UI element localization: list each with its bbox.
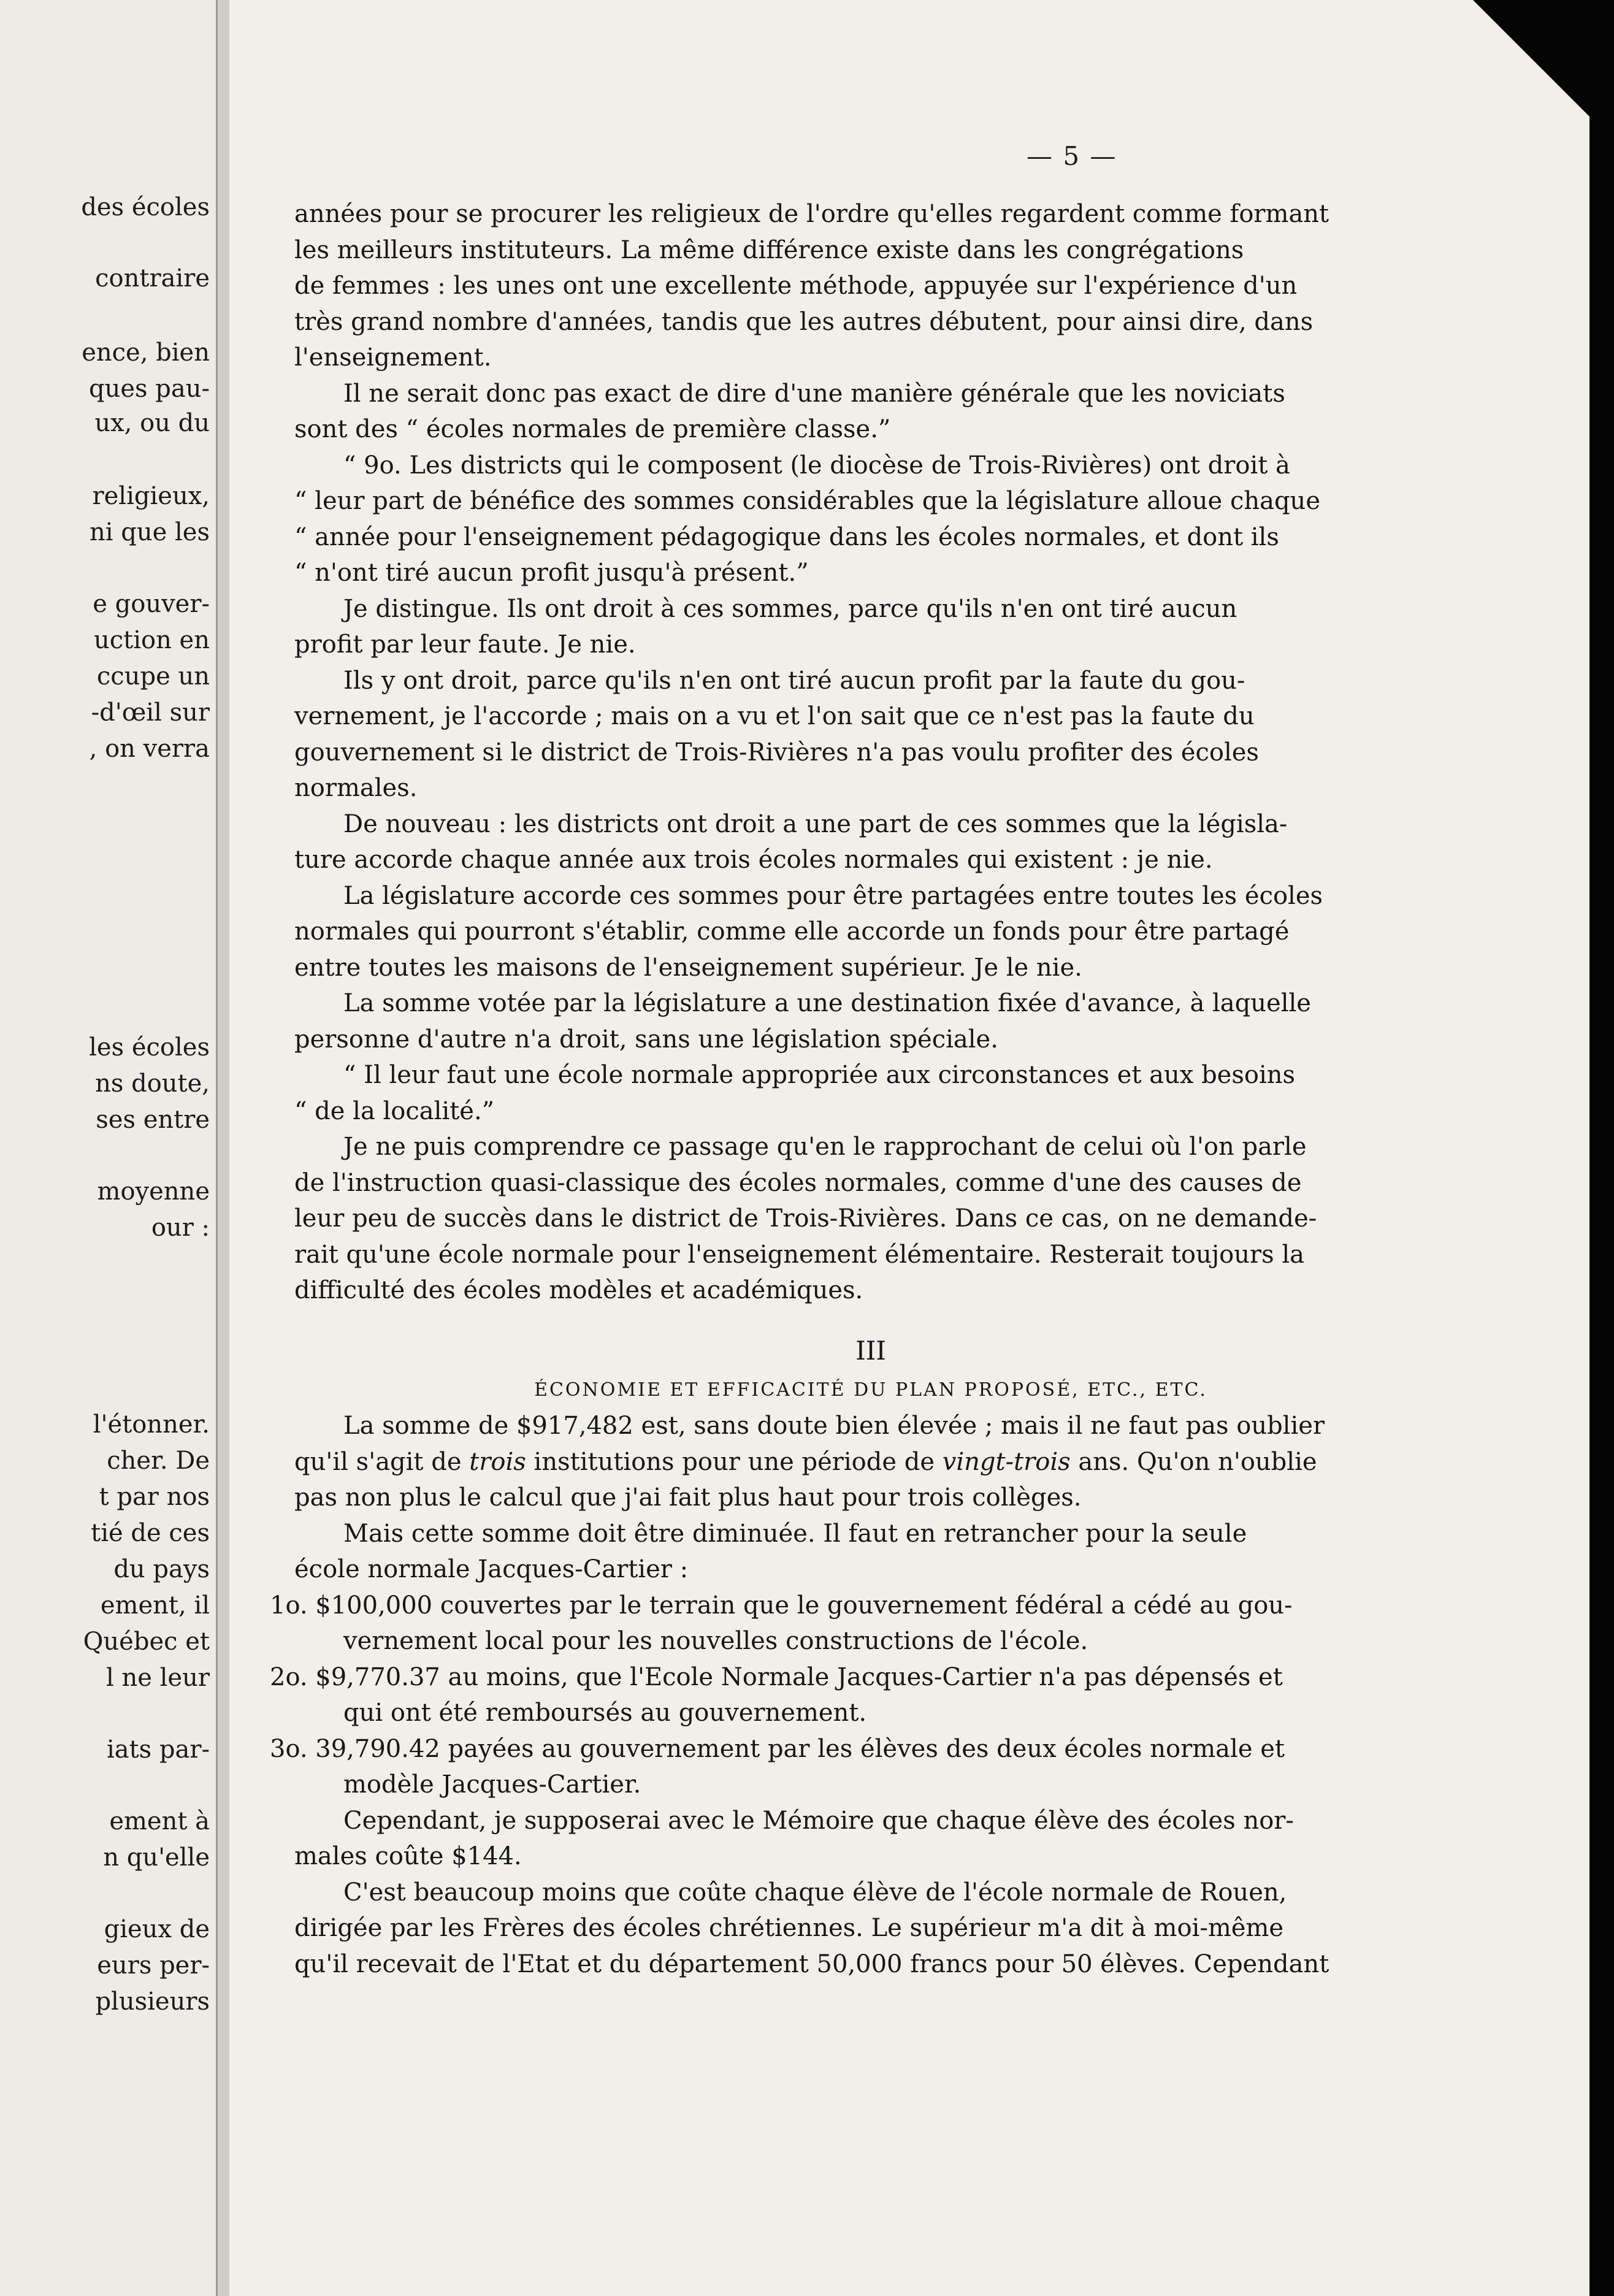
text-line: de l'instruction quasi-classique des écoles normales, comme d'une des causes de — [294, 1168, 1302, 1197]
text-line: rait qu'une école normale pour l'enseignement élémentaire. Resterait toujours la — [294, 1240, 1304, 1269]
list-item-text: $100,000 couvertes par le terrain que le gouvernement fédéral a cédé au gou- — [315, 1591, 1293, 1620]
left-fragment-line: moyenne — [97, 1177, 210, 1206]
left-fragment-line: cher. De — [107, 1447, 210, 1475]
list-item-text: 39,790.42 payées au gouvernement par les élèves des deux écoles normale et — [315, 1734, 1285, 1763]
list-item-line — [270, 1731, 1447, 1767]
left-fragment-line: ses entre — [96, 1106, 210, 1134]
left-fragment-line: ques pau- — [88, 375, 210, 403]
text-line — [294, 1444, 1447, 1480]
left-fragment-line: uction en — [93, 626, 210, 654]
section-title: ÉCONOMIE ET EFFICACITÉ DU PLAN PROPOSÉ, ETC., ETC. — [534, 1379, 1207, 1401]
text-line: leur peu de succès dans le district de Trois-Rivières. Dans ce cas, on ne demande- — [294, 1204, 1317, 1233]
text-line: qu'il recevait de l'Etat et du département 50,000 francs pour 50 élèves. Cependant — [294, 1950, 1329, 1978]
left-fragment-line: du pays — [113, 1555, 210, 1583]
left-fragment-line: eurs per- — [97, 1951, 210, 1980]
page-number: — 5 — — [1027, 141, 1117, 171]
text-line: années pour se procurer les religieux de l'ordre qu'elles regardent comme formant — [294, 200, 1329, 228]
text-line: males coûte $144. — [294, 1842, 522, 1870]
text-line: très grand nombre d'années, tandis que les autres débutent, pour ainsi dire, dans — [294, 307, 1314, 336]
left-fragment-line: Québec et — [83, 1628, 210, 1656]
text-line: de femmes : les unes ont une excellente méthode, appuyée sur l'expérience d'un — [294, 272, 1298, 300]
text-line: La somme de $917,482 est, sans doute bien élevée ; mais il ne faut pas oublier — [343, 1412, 1325, 1440]
text-run: qu'il s'agit de — [294, 1447, 470, 1476]
text-line: pas non plus le calcul que j'ai fait plus haut pour trois collèges. — [294, 1483, 1082, 1512]
text-line: La somme votée par la législature a une destination fixée d'avance, à laquelle — [343, 989, 1311, 1017]
left-fragment-line: gieux de — [104, 1915, 210, 1943]
left-fragment-line: les écoles — [89, 1033, 210, 1062]
list-item-line — [270, 1588, 1447, 1624]
left-fragment-line: iats par- — [106, 1735, 210, 1764]
text-line: vernement, je l'accorde ; mais on a vu et l'on sait que ce n'est pas la faute du — [294, 702, 1255, 730]
text-line: personne d'autre n'a droit, sans une législation spéciale. — [294, 1025, 998, 1054]
text-line: Je ne puis comprendre ce passage qu'en le rapprochant de celui où l'on parle — [343, 1133, 1307, 1161]
list-item-continuation: qui ont été remboursés au gouvernement. — [343, 1699, 867, 1727]
text-line: l'enseignement. — [294, 343, 492, 372]
text-line: normales qui pourront s'établir, comme elle accorde un fonds pour être partagé — [294, 917, 1290, 946]
left-page-fragment — [0, 0, 227, 2296]
list-item-continuation: vernement local pour les nouvelles constructions de l'école. — [343, 1627, 1088, 1655]
left-fragment-line: contraire — [95, 264, 210, 293]
text-run: ans. Qu'on n'oublie — [1070, 1447, 1317, 1476]
left-fragment-line: des écoles — [81, 193, 210, 221]
page-text — [270, 196, 1447, 1982]
page-edge — [1589, 0, 1614, 2296]
text-line: dirigée par les Frères des écoles chrétiennes. Le supérieur m'a dit à moi-même — [294, 1914, 1284, 1942]
left-fragment-line: our : — [151, 1214, 210, 1242]
left-fragment-line: ccupe un — [96, 662, 210, 691]
text-line: Ils y ont droit, parce qu'ils n'en ont tiré aucun profit par la faute du gou- — [343, 666, 1245, 695]
text-line: “ Il leur faut une école normale appropriée aux circonstances et aux besoins — [343, 1061, 1296, 1089]
text-line: Cependant, je supposerai avec le Mémoire que chaque élève des écoles nor- — [343, 1806, 1294, 1835]
left-fragment-line: ni que les — [89, 518, 210, 546]
left-fragment-line: ux, ou du — [94, 409, 210, 437]
list-item-continuation: modèle Jacques-Cartier. — [343, 1770, 641, 1799]
text-line: école normale Jacques-Cartier : — [294, 1555, 689, 1583]
left-fragment-line: t par nos — [99, 1483, 210, 1511]
text-line: normales. — [294, 774, 418, 802]
text-line: sont des “ écoles normales de première classe.” — [294, 415, 891, 443]
text-line: De nouveau : les districts ont droit a une part de ces sommes que la législa- — [343, 809, 1288, 838]
left-fragment-line: ement à — [109, 1807, 210, 1835]
left-fragment-line: ence, bien — [82, 339, 210, 367]
page-corner-fold — [1473, 0, 1589, 117]
left-fragment-line: tié de ces — [91, 1519, 210, 1547]
list-item-line — [270, 1659, 1447, 1696]
text-line: “ n'ont tiré aucun profit jusqu'à présent.” — [294, 559, 809, 587]
text-line: Il ne serait donc pas exact de dire d'une manière générale que les noviciats — [343, 379, 1285, 408]
text-line: “ leur part de bénéfice des sommes considérables que la législature alloue chaque — [294, 487, 1320, 515]
text-line: Mais cette somme doit être diminuée. Il faut en retrancher pour la seule — [343, 1519, 1247, 1548]
list-item-text: $9,770.37 au moins, que l'Ecole Normale Jacques-Cartier n'a pas dépensés et — [315, 1663, 1283, 1691]
list-item-number: 2o. — [270, 1663, 308, 1691]
left-fragment-line: n qu'elle — [103, 1843, 210, 1872]
text-line: entre toutes les maisons de l'enseignement supérieur. Je le nie. — [294, 953, 1082, 982]
text-line: gouvernement si le district de Trois-Rivières n'a pas voulu profiter des écoles — [294, 738, 1259, 767]
left-fragment-line: e gouver- — [93, 590, 210, 618]
text-line: La législature accorde ces sommes pour être partagées entre toutes les écoles — [343, 881, 1323, 910]
left-fragment-line: plusieurs — [95, 1988, 210, 2016]
left-fragment-line: l ne leur — [105, 1664, 210, 1692]
text-line: C'est beaucoup moins que coûte chaque élève de l'école normale de Rouen, — [343, 1878, 1287, 1907]
left-fragment-line: ns doute, — [95, 1070, 210, 1098]
text-line: Je distingue. Ils ont droit à ces sommes, parce qu'ils n'en ont tiré aucun — [343, 594, 1237, 623]
main-page — [229, 0, 1614, 2296]
italic-word: vingt-trois — [942, 1447, 1071, 1476]
left-fragment-line: religieux, — [92, 482, 210, 510]
italic-word: trois — [469, 1447, 526, 1476]
text-run: institutions pour une période de — [526, 1447, 943, 1476]
left-fragment-line: -d'œil sur — [91, 698, 210, 727]
left-fragment-line: ement, il — [100, 1591, 210, 1620]
section-numeral: III — [855, 1335, 886, 1366]
text-line: “ de la localité.” — [294, 1096, 495, 1125]
text-line: les meilleurs instituteurs. La même différence existe dans les congrégations — [294, 235, 1244, 264]
left-fragment-line: l'étonner. — [93, 1410, 210, 1439]
text-line: profit par leur faute. Je nie. — [294, 630, 636, 659]
text-line: “ 9o. Les districts qui le composent (le diocèse de Trois-Rivières) ont droit à — [343, 451, 1290, 480]
spacer — [294, 1309, 1447, 1333]
left-fragment-line: , on verra — [89, 735, 210, 763]
list-item-number: 1o. — [270, 1591, 308, 1620]
text-line: “ année pour l'enseignement pédagogique dans les écoles normales, et dont ils — [294, 522, 1279, 551]
text-line: difficulté des écoles modèles et académiques. — [294, 1276, 863, 1304]
list-item-number: 3o. — [270, 1734, 308, 1763]
text-line: ture accorde chaque année aux trois écoles normales qui existent : je nie. — [294, 846, 1213, 874]
